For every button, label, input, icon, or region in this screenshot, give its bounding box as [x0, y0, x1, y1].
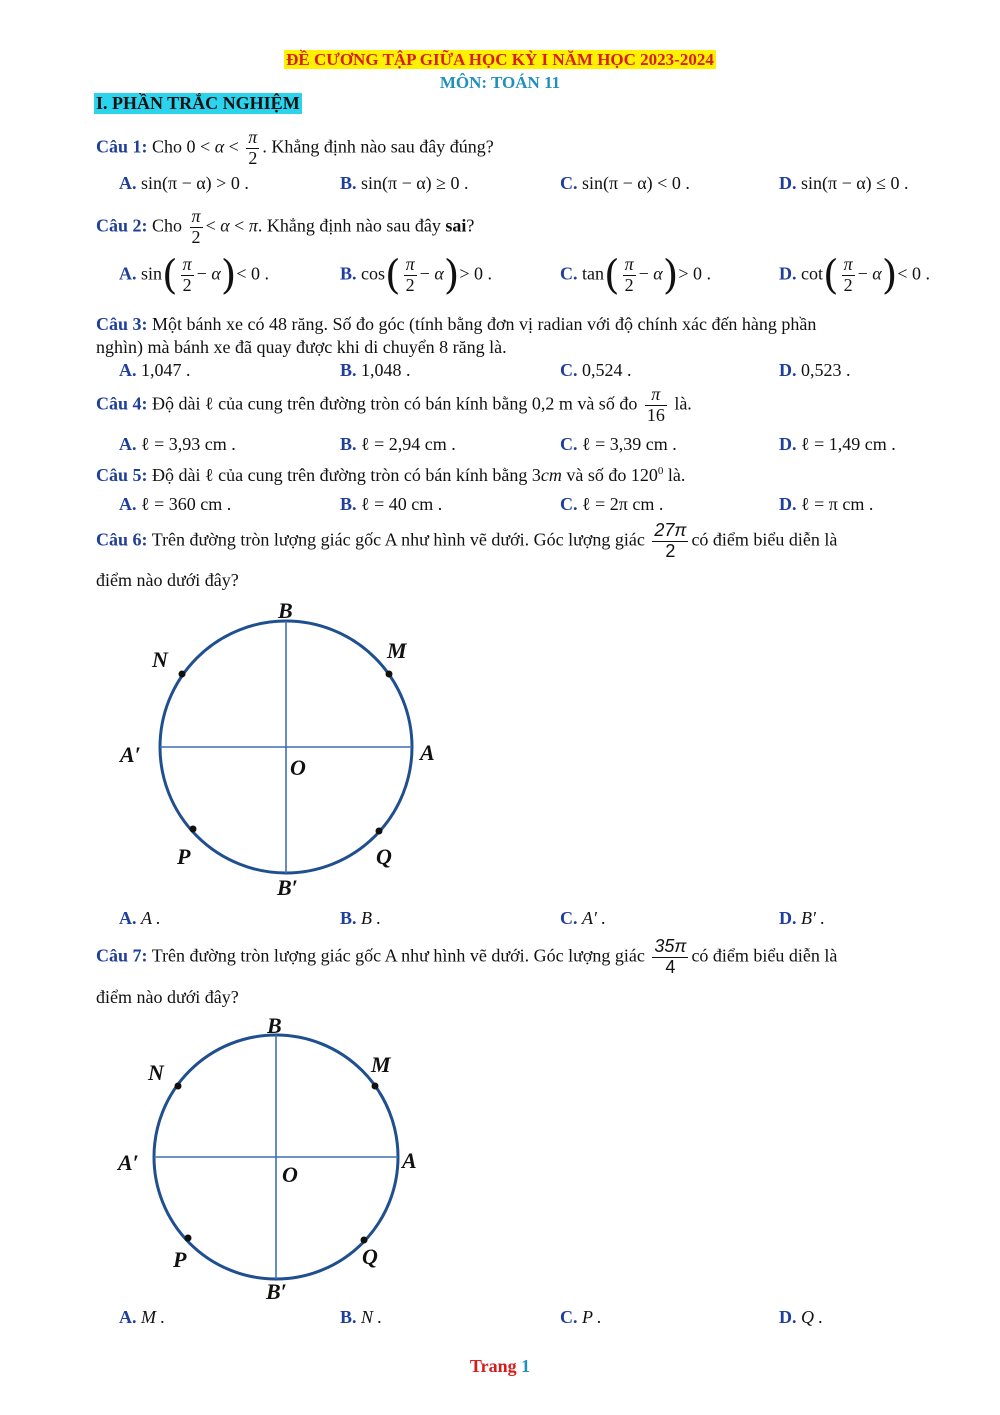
label-n: N — [148, 1060, 164, 1085]
q2-option-a[interactable]: A. sin( $\frac{\pi}{2}$ − α)< 0 . — [119, 252, 270, 299]
unit-circle-figure-1 — [100, 595, 460, 905]
label-a-prime: A′ — [118, 1150, 139, 1175]
question-6: Câu 6: Trên đường tròn lượng giác gốc A như hình vẽ dưới. Góc lượng giác $\frac{27\pi}{2}$ có điểm biểu diễn là — [96, 520, 838, 561]
q2-option-b[interactable]: B. cos( $\frac{\pi}{2}$ − α)> 0 . — [340, 252, 493, 299]
footer-page-word: Trang — [469, 1356, 517, 1376]
point-q — [376, 828, 383, 835]
q5-option-c[interactable]: C. ℓ = 2π cm . — [560, 494, 664, 514]
q6-option-a[interactable]: A. A . — [119, 908, 161, 928]
q1-option-c[interactable]: C. sin(π − α) < 0 . — [560, 173, 690, 193]
label-q: Q — [362, 1244, 378, 1269]
point-p — [190, 826, 197, 833]
question-1: Câu 1: Cho 0 < α < $\frac{\pi}{2}$ . Khẳng định nào sau đây đúng? — [96, 127, 494, 168]
document-title: ĐỀ CƯƠNG TẬP GIỮA HỌC KỲ I NĂM HỌC 2023-2024 — [286, 50, 714, 69]
point-n — [175, 1083, 182, 1090]
label-b-prime: B′ — [266, 1279, 287, 1304]
label-m: M — [387, 638, 407, 663]
point-q — [361, 1237, 368, 1244]
point-m — [386, 671, 393, 678]
question-7-line2: điểm nào dưới đây? — [96, 987, 239, 1007]
label-a-prime: A′ — [120, 742, 141, 767]
label-p: P — [173, 1247, 187, 1272]
q1-option-a[interactable]: A. sin(π − α) > 0 . — [119, 173, 249, 193]
q6-option-d[interactable]: D. B′ . — [779, 908, 825, 928]
label-b: B — [267, 1013, 282, 1038]
q7-option-a[interactable]: A. M . — [119, 1307, 165, 1327]
page-footer — [0, 1356, 1000, 1377]
q2-option-c[interactable]: C. tan( $\frac{\pi}{2}$ − α)> 0 . — [560, 252, 712, 299]
point-n — [179, 671, 186, 678]
label-n: N — [152, 647, 168, 672]
q7-option-c[interactable]: C. P . — [560, 1307, 602, 1327]
question-3-line2: nghìn) mà bánh xe đã quay được khi di chuyển 8 răng là. — [96, 337, 507, 357]
q3-option-b[interactable]: B. 1,048 . — [340, 360, 411, 380]
q3-option-d[interactable]: D. 0,523 . — [779, 360, 851, 380]
question-5: Câu 5: Độ dài ℓ của cung trên đường tròn có bán kính bằng 3cm và số đo $120^0$ là. — [96, 465, 686, 485]
label-b: B — [278, 598, 293, 623]
q4-option-c[interactable]: C. ℓ = 3,39 cm . — [560, 434, 677, 454]
footer-page-number: 1 — [521, 1356, 531, 1376]
q6-option-c[interactable]: C. A′ . — [560, 908, 606, 928]
q1-option-b[interactable]: B. sin(π − α) ≥ 0 . — [340, 173, 469, 193]
label-p: P — [177, 844, 191, 869]
label-q: Q — [376, 844, 392, 869]
document-subtitle: MÔN: TOÁN 11 — [439, 73, 561, 92]
q1-option-d[interactable]: D. sin(π − α) ≤ 0 . — [779, 173, 909, 193]
question-3: Câu 3: Một bánh xe có 48 răng. Số đo góc (tính bằng đơn vị radian với độ chính xác đến hàng phần — [96, 314, 817, 334]
question-4: Câu 4: Độ dài ℓ của cung trên đường tròn có bán kính bằng 0,2 m và số đo $\frac{\pi}{16}$ là. — [96, 384, 692, 425]
label-a: A — [402, 1148, 417, 1173]
question-7: Câu 7: Trên đường tròn lượng giác gốc A như hình vẽ dưới. Góc lượng giác $\frac{35\pi}{4}$ có điểm biểu diễn là — [96, 936, 838, 977]
section-heading: I. PHẦN TRẮC NGHIỆM — [96, 93, 300, 113]
q5-option-b[interactable]: B. ℓ = 40 cm . — [340, 494, 443, 514]
q5-option-d[interactable]: D. ℓ = π cm . — [779, 494, 874, 514]
q2-option-d[interactable]: D. cot( $\frac{\pi}{2}$ − α)< 0 . — [779, 252, 931, 299]
label-m: M — [371, 1052, 391, 1077]
fraction: $\frac{\pi}{2}$ — [248, 127, 258, 168]
question-6-line2: điểm nào dưới đây? — [96, 570, 239, 590]
q3-option-a[interactable]: A. 1,047 . — [119, 360, 191, 380]
label-o: O — [290, 755, 306, 780]
q4-option-a[interactable]: A. ℓ = 3,93 cm . — [119, 434, 236, 454]
q4-option-d[interactable]: D. ℓ = 1,49 cm . — [779, 434, 896, 454]
q7-option-b[interactable]: B. N . — [340, 1307, 383, 1327]
point-m — [372, 1083, 379, 1090]
q6-option-b[interactable]: B. B . — [340, 908, 382, 928]
unit-circle-figure-2 — [100, 1010, 440, 1305]
q5-option-a[interactable]: A. ℓ = 360 cm . — [119, 494, 232, 514]
label-a: A — [420, 740, 435, 765]
point-p — [185, 1235, 192, 1242]
q3-option-c[interactable]: C. 0,524 . — [560, 360, 632, 380]
label-o: O — [282, 1162, 298, 1187]
question-2: Câu 2: Cho $\frac{\pi}{2}$ < α < π. Khẳng định nào sau đây sai? — [96, 206, 475, 247]
q7-option-d[interactable]: D. Q . — [779, 1307, 823, 1327]
q4-option-b[interactable]: B. ℓ = 2,94 cm . — [340, 434, 456, 454]
label-b-prime: B′ — [277, 875, 298, 900]
